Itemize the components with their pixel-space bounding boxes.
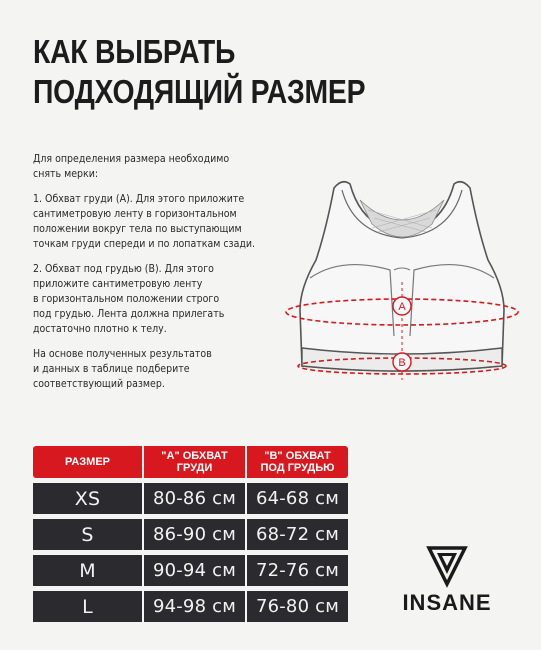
brand-name: INSANE xyxy=(402,590,492,615)
insane-logo-icon xyxy=(425,544,469,588)
size-cell: S xyxy=(33,519,142,550)
size-cell: M xyxy=(33,555,142,586)
instructions-conclusion: На основе полученных результатов и данных в таблице подберите соответствующий размер. xyxy=(33,348,212,390)
chest-cell: 86-90 см xyxy=(144,519,245,550)
header-underbust: "В" ОБХВАТ ПОД ГРУДЬЮ xyxy=(247,446,348,478)
header-chest: "А" ОБХВАТ ГРУДИ xyxy=(144,446,245,478)
size-cell: L xyxy=(33,591,142,622)
header-size: РАЗМЕР xyxy=(33,446,142,478)
table-row xyxy=(33,591,348,622)
underbust-cell: 72-76 см xyxy=(247,555,348,586)
table-row xyxy=(33,483,348,514)
brand-logo xyxy=(387,544,507,624)
chest-cell: 80-86 см xyxy=(144,483,245,514)
instructions-step-1: 1. Обхват груди (A). Для этого приложите сантиметровую ленту в горизонтальном положении вокруг тела по выступающим точкам груди спереди и по лопаткам сзади. xyxy=(33,193,256,250)
chest-cell: 94-98 см xyxy=(144,591,245,622)
table-row xyxy=(33,555,348,586)
title-line-1: КАК ВЫБРАТЬ xyxy=(33,33,236,70)
instructions-intro: Для определения размера необходимо снять мерки: xyxy=(33,153,230,180)
chest-cell: 90-94 см xyxy=(144,555,245,586)
underbust-cell: 68-72 см xyxy=(247,519,348,550)
underbust-cell: 76-80 см xyxy=(247,591,348,622)
page-title xyxy=(33,32,365,112)
table-row xyxy=(33,519,348,550)
title-line-2: ПОДХОДЯЩИЙ РАЗМЕР xyxy=(33,73,366,110)
size-chart-header-row xyxy=(33,446,348,478)
instructions-step-2: 2. Обхват под грудью (B). Для этого приложите сантиметровую ленту в горизонтальном положении строго под грудью. Лента должна прилегать достаточно плотно к телу. xyxy=(33,263,225,335)
size-chart-table xyxy=(31,441,350,627)
size-cell: XS xyxy=(33,483,142,514)
underbust-cell: 64-68 см xyxy=(247,483,348,514)
measurement-instructions xyxy=(33,152,293,402)
label-b: B xyxy=(398,357,406,369)
label-a: A xyxy=(398,301,406,313)
sports-bra-diagram xyxy=(282,170,522,385)
